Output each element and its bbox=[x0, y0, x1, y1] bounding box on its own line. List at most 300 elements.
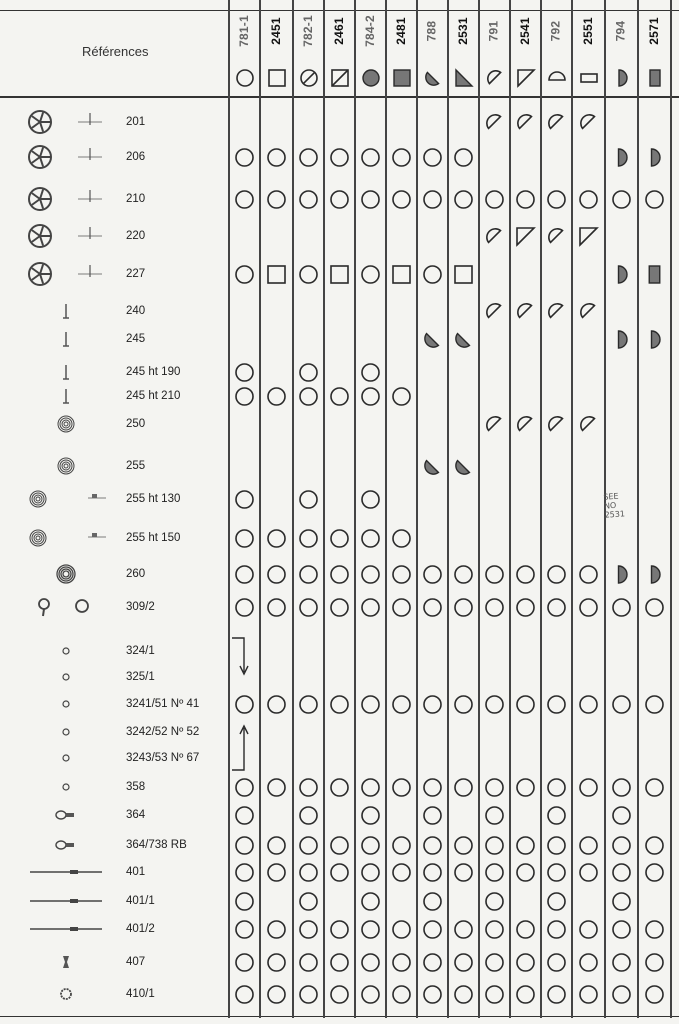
key-icon bbox=[26, 802, 106, 833]
stem-icon bbox=[26, 888, 106, 919]
compat-mark-circle-icon bbox=[546, 597, 567, 623]
compat-mark-circle-icon bbox=[422, 264, 443, 290]
spring-icon bbox=[26, 453, 106, 484]
column-divider bbox=[571, 0, 573, 1018]
compat-mark-circle-icon bbox=[266, 386, 287, 412]
compat-mark-circle-icon bbox=[298, 489, 319, 515]
compat-mark-square-icon bbox=[266, 264, 287, 290]
column-code-792: 792 bbox=[548, 20, 563, 42]
row-reference: 309/2 bbox=[126, 601, 155, 613]
compat-mark-circle-icon bbox=[298, 891, 319, 917]
compat-mark-circle-icon bbox=[484, 862, 505, 888]
compat-mark-half-diag-icon bbox=[515, 414, 536, 440]
compat-mark-circle-icon bbox=[391, 564, 412, 590]
compat-mark-circle-icon bbox=[422, 891, 443, 917]
compat-mark-circle-icon bbox=[360, 489, 381, 515]
column-divider bbox=[670, 0, 672, 1018]
compat-mark-circle-icon bbox=[484, 597, 505, 623]
handwritten-note: SEE NO 2531 bbox=[603, 491, 626, 520]
pinion-icon bbox=[26, 949, 106, 980]
compat-mark-circle-icon bbox=[234, 189, 255, 215]
wheel-icon bbox=[26, 144, 106, 175]
compat-mark-square-icon bbox=[453, 264, 474, 290]
column-symbol-circle-filled-icon bbox=[361, 68, 381, 93]
compat-mark-circle-icon bbox=[578, 952, 599, 978]
compat-mark-circle-icon bbox=[234, 564, 255, 590]
jewel-icon bbox=[26, 774, 106, 805]
compat-mark-circle-icon bbox=[298, 952, 319, 978]
compat-mark-circle-icon bbox=[329, 597, 350, 623]
compat-mark-circle-icon bbox=[484, 919, 505, 945]
pin-icon bbox=[26, 298, 106, 329]
column-code-781-1: 781-1 bbox=[236, 15, 251, 47]
row-reference: 401/2 bbox=[126, 923, 155, 935]
compat-mark-circle-icon bbox=[298, 919, 319, 945]
compat-mark-circle-icon bbox=[391, 528, 412, 554]
row-reference: 3242/52 Nº 52 bbox=[126, 726, 200, 738]
compat-mark-circle-icon bbox=[266, 984, 287, 1010]
compat-mark-circle-icon bbox=[644, 919, 665, 945]
compat-mark-square-icon bbox=[391, 264, 412, 290]
column-symbol-half-diag-icon bbox=[485, 68, 505, 93]
compat-mark-circle-icon bbox=[391, 597, 412, 623]
compat-mark-circle-icon bbox=[644, 952, 665, 978]
compat-mark-circle-icon bbox=[360, 528, 381, 554]
compat-mark-circle-icon bbox=[546, 189, 567, 215]
compat-mark-circle-icon bbox=[484, 984, 505, 1010]
balance-icon bbox=[26, 486, 106, 517]
column-divider bbox=[447, 0, 449, 1018]
compat-mark-circle-icon bbox=[266, 835, 287, 861]
crown-wheel-icon bbox=[26, 981, 106, 1012]
compat-mark-circle-icon bbox=[234, 386, 255, 412]
compat-mark-circle-icon bbox=[266, 694, 287, 720]
compat-mark-circle-icon bbox=[329, 147, 350, 173]
row-reference: 401 bbox=[126, 866, 146, 878]
compat-mark-circle-icon bbox=[422, 564, 443, 590]
column-code-784-2: 784-2 bbox=[362, 15, 377, 47]
compat-mark-half-diag-icon bbox=[578, 112, 599, 138]
compat-mark-circle-icon bbox=[422, 189, 443, 215]
compat-mark-circle-icon bbox=[234, 362, 255, 388]
column-symbol-triangle-icon bbox=[516, 68, 536, 93]
compat-mark-circle-icon bbox=[578, 835, 599, 861]
column-code-2451: 2451 bbox=[268, 17, 283, 45]
compat-mark-circle-icon bbox=[453, 564, 474, 590]
compat-mark-circle-icon bbox=[611, 777, 632, 803]
compat-mark-circle-icon bbox=[453, 919, 474, 945]
compat-mark-circle-icon bbox=[453, 952, 474, 978]
compat-mark-half-diag-icon bbox=[546, 301, 567, 327]
row-reference: 220 bbox=[126, 230, 146, 242]
compat-mark-circle-icon bbox=[298, 564, 319, 590]
compat-mark-circle-icon bbox=[611, 805, 632, 831]
compat-mark-half-diag-icon bbox=[515, 301, 536, 327]
compat-mark-circle-icon bbox=[644, 189, 665, 215]
compat-mark-circle-icon bbox=[453, 862, 474, 888]
compat-mark-circle-icon bbox=[298, 597, 319, 623]
compat-mark-circle-icon bbox=[546, 952, 567, 978]
compat-mark-circle-icon bbox=[611, 597, 632, 623]
range-bracket-arrows bbox=[228, 636, 258, 781]
compat-mark-circle-icon bbox=[611, 952, 632, 978]
compat-mark-circle-icon bbox=[453, 597, 474, 623]
compat-mark-circle-icon bbox=[578, 564, 599, 590]
compat-mark-circle-icon bbox=[578, 597, 599, 623]
compat-mark-circle-icon bbox=[329, 528, 350, 554]
compat-mark-circle-icon bbox=[298, 777, 319, 803]
compat-mark-circle-icon bbox=[329, 386, 350, 412]
compat-mark-circle-icon bbox=[484, 952, 505, 978]
jewel-icon bbox=[26, 691, 106, 722]
compat-mark-triangle-icon bbox=[578, 226, 599, 252]
column-symbol-square-slash-icon bbox=[330, 68, 350, 93]
compat-mark-circle-icon bbox=[266, 147, 287, 173]
compat-mark-circle-icon bbox=[546, 984, 567, 1010]
compat-mark-circle-icon bbox=[611, 984, 632, 1010]
compat-mark-circle-icon bbox=[422, 919, 443, 945]
row-reference: 255 ht 150 bbox=[126, 532, 181, 544]
compat-mark-circle-icon bbox=[644, 597, 665, 623]
column-symbol-triangle-filled-icon bbox=[454, 68, 474, 93]
compat-mark-circle-icon bbox=[611, 189, 632, 215]
column-divider bbox=[416, 0, 418, 1018]
compat-mark-triangle-icon bbox=[515, 226, 536, 252]
compat-mark-circle-icon bbox=[360, 264, 381, 290]
compat-mark-half-diag-icon bbox=[578, 301, 599, 327]
column-divider bbox=[637, 0, 639, 1018]
compat-mark-circle-icon bbox=[329, 835, 350, 861]
compat-mark-half-diag-icon bbox=[484, 301, 505, 327]
compat-mark-quarter-filled-icon bbox=[422, 456, 443, 482]
row-reference: 358 bbox=[126, 781, 146, 793]
compat-mark-circle-icon bbox=[329, 952, 350, 978]
compat-mark-circle-icon bbox=[234, 489, 255, 515]
stem-icon bbox=[26, 916, 106, 947]
compat-mark-square-icon bbox=[329, 264, 350, 290]
compat-mark-circle-icon bbox=[515, 835, 536, 861]
compat-mark-half-diag-icon bbox=[515, 112, 536, 138]
compat-mark-circle-icon bbox=[515, 919, 536, 945]
compat-mark-half-right-filled-icon bbox=[611, 564, 632, 590]
compat-mark-circle-icon bbox=[360, 891, 381, 917]
compat-mark-circle-icon bbox=[360, 386, 381, 412]
column-symbol-quarter-filled-icon bbox=[423, 68, 443, 93]
wheel-icon bbox=[26, 261, 106, 292]
compat-mark-circle-icon bbox=[391, 952, 412, 978]
compat-mark-circle-icon bbox=[515, 189, 536, 215]
column-code-2541: 2541 bbox=[517, 17, 532, 45]
grid-line-bottom bbox=[0, 1016, 679, 1017]
compat-mark-circle-icon bbox=[234, 835, 255, 861]
column-symbol-rect-icon bbox=[579, 68, 599, 93]
row-reference: 260 bbox=[126, 568, 146, 580]
compat-mark-half-diag-icon bbox=[484, 226, 505, 252]
compat-mark-circle-icon bbox=[391, 189, 412, 215]
compat-mark-half-right-filled-icon bbox=[644, 147, 665, 173]
pin-icon bbox=[26, 383, 106, 414]
row-reference: 324/1 bbox=[126, 645, 155, 657]
grid-line-header-bottom bbox=[0, 96, 679, 98]
compat-mark-circle-icon bbox=[611, 835, 632, 861]
row-reference: 201 bbox=[126, 116, 146, 128]
column-code-782-1: 782-1 bbox=[300, 15, 315, 47]
compat-mark-circle-icon bbox=[234, 805, 255, 831]
column-code-2551: 2551 bbox=[580, 17, 595, 45]
compat-mark-circle-icon bbox=[266, 597, 287, 623]
column-divider bbox=[540, 0, 542, 1018]
compat-mark-circle-icon bbox=[391, 984, 412, 1010]
compat-mark-circle-icon bbox=[484, 189, 505, 215]
row-reference: 245 ht 210 bbox=[126, 390, 181, 402]
compat-mark-circle-icon bbox=[546, 777, 567, 803]
clip-icon bbox=[26, 594, 106, 625]
compat-mark-circle-icon bbox=[360, 777, 381, 803]
compat-mark-circle-icon bbox=[515, 564, 536, 590]
compat-mark-circle-icon bbox=[298, 362, 319, 388]
compat-mark-circle-icon bbox=[391, 694, 412, 720]
compat-mark-circle-icon bbox=[578, 694, 599, 720]
compat-mark-circle-icon bbox=[266, 919, 287, 945]
balance-icon bbox=[26, 525, 106, 556]
compat-mark-circle-icon bbox=[360, 862, 381, 888]
spring-icon bbox=[26, 411, 106, 442]
compat-mark-half-right-filled-icon bbox=[611, 264, 632, 290]
compat-mark-circle-icon bbox=[234, 528, 255, 554]
compat-mark-half-right-filled-icon bbox=[644, 564, 665, 590]
compat-mark-circle-icon bbox=[644, 694, 665, 720]
compat-mark-circle-icon bbox=[484, 777, 505, 803]
compat-mark-half-right-filled-icon bbox=[611, 147, 632, 173]
column-divider bbox=[354, 0, 356, 1018]
compat-mark-circle-icon bbox=[329, 777, 350, 803]
column-divider bbox=[292, 0, 294, 1018]
compat-mark-circle-icon bbox=[515, 862, 536, 888]
row-reference: 364/738 RB bbox=[126, 839, 187, 851]
compat-mark-circle-icon bbox=[298, 805, 319, 831]
compat-mark-circle-icon bbox=[453, 694, 474, 720]
row-reference: 407 bbox=[126, 956, 146, 968]
row-reference: 206 bbox=[126, 151, 146, 163]
compat-mark-quarter-filled-icon bbox=[422, 329, 443, 355]
compat-mark-circle-icon bbox=[546, 919, 567, 945]
column-divider bbox=[228, 0, 230, 1018]
column-code-794: 794 bbox=[613, 20, 628, 42]
column-code-2571: 2571 bbox=[646, 17, 661, 45]
compat-mark-circle-icon bbox=[611, 891, 632, 917]
balance-wheel-icon bbox=[26, 561, 106, 592]
compat-mark-circle-icon bbox=[234, 597, 255, 623]
compat-mark-half-right-filled-icon bbox=[644, 329, 665, 355]
row-reference: 364 bbox=[126, 809, 146, 821]
compat-mark-circle-icon bbox=[578, 777, 599, 803]
compat-mark-circle-icon bbox=[515, 694, 536, 720]
row-reference: 245 ht 190 bbox=[126, 366, 181, 378]
compat-mark-circle-icon bbox=[329, 564, 350, 590]
compat-mark-quarter-filled-icon bbox=[453, 329, 474, 355]
compat-mark-circle-icon bbox=[298, 528, 319, 554]
compat-mark-circle-icon bbox=[484, 694, 505, 720]
references-title: Références bbox=[82, 44, 149, 59]
compat-mark-circle-icon bbox=[515, 984, 536, 1010]
column-symbol-circle-icon bbox=[235, 68, 255, 93]
wheel-icon bbox=[26, 109, 106, 140]
compat-mark-circle-icon bbox=[578, 984, 599, 1010]
row-reference: 401/1 bbox=[126, 895, 155, 907]
compat-mark-circle-icon bbox=[391, 777, 412, 803]
compat-mark-circle-icon bbox=[453, 984, 474, 1010]
compat-mark-circle-icon bbox=[644, 984, 665, 1010]
compat-mark-circle-icon bbox=[298, 984, 319, 1010]
compat-mark-circle-icon bbox=[298, 862, 319, 888]
compat-mark-circle-icon bbox=[644, 862, 665, 888]
compat-mark-circle-icon bbox=[422, 597, 443, 623]
row-reference: 240 bbox=[126, 305, 146, 317]
compat-mark-circle-icon bbox=[360, 597, 381, 623]
compat-mark-circle-icon bbox=[422, 862, 443, 888]
compat-mark-circle-icon bbox=[360, 805, 381, 831]
column-code-788: 788 bbox=[424, 20, 439, 42]
wheel-icon bbox=[26, 186, 106, 217]
column-code-2461: 2461 bbox=[331, 17, 346, 45]
compat-mark-circle-icon bbox=[546, 835, 567, 861]
compat-mark-circle-icon bbox=[234, 264, 255, 290]
compat-mark-circle-icon bbox=[578, 919, 599, 945]
compat-mark-circle-icon bbox=[611, 862, 632, 888]
row-reference: 3241/51 Nº 41 bbox=[126, 698, 200, 710]
compat-mark-quarter-filled-icon bbox=[453, 456, 474, 482]
compat-mark-circle-icon bbox=[422, 984, 443, 1010]
row-reference: 255 ht 130 bbox=[126, 493, 181, 505]
row-reference: 210 bbox=[126, 193, 146, 205]
row-reference: 3243/53 Nº 67 bbox=[126, 752, 200, 764]
compat-mark-circle-icon bbox=[329, 189, 350, 215]
compat-mark-circle-icon bbox=[515, 952, 536, 978]
column-symbol-half-top-icon bbox=[547, 68, 567, 93]
compat-mark-circle-icon bbox=[298, 386, 319, 412]
compat-mark-half-diag-icon bbox=[484, 112, 505, 138]
row-reference: 255 bbox=[126, 460, 146, 472]
row-reference: 245 bbox=[126, 333, 146, 345]
column-code-2531: 2531 bbox=[455, 17, 470, 45]
compat-mark-circle-icon bbox=[298, 835, 319, 861]
compat-mark-circle-icon bbox=[298, 264, 319, 290]
compat-mark-circle-icon bbox=[546, 564, 567, 590]
compat-mark-circle-icon bbox=[391, 862, 412, 888]
compat-mark-half-diag-icon bbox=[484, 414, 505, 440]
column-symbol-half-right-filled-icon bbox=[612, 68, 632, 93]
compat-mark-circle-icon bbox=[360, 835, 381, 861]
compat-mark-circle-icon bbox=[453, 189, 474, 215]
compat-mark-circle-icon bbox=[546, 694, 567, 720]
column-symbol-square-filled-icon bbox=[392, 68, 412, 93]
compat-mark-circle-icon bbox=[515, 597, 536, 623]
compat-mark-circle-icon bbox=[360, 919, 381, 945]
compat-mark-circle-icon bbox=[422, 835, 443, 861]
compat-mark-circle-icon bbox=[266, 952, 287, 978]
compat-mark-circle-icon bbox=[360, 189, 381, 215]
compat-mark-circle-icon bbox=[422, 952, 443, 978]
compat-mark-circle-icon bbox=[234, 984, 255, 1010]
compat-mark-circle-icon bbox=[391, 835, 412, 861]
compat-mark-circle-icon bbox=[234, 891, 255, 917]
compat-mark-rect-filled-icon bbox=[644, 264, 665, 290]
compat-mark-circle-icon bbox=[329, 919, 350, 945]
compat-mark-circle-icon bbox=[546, 891, 567, 917]
compat-mark-circle-icon bbox=[515, 777, 536, 803]
compat-mark-circle-icon bbox=[234, 952, 255, 978]
compat-mark-circle-icon bbox=[266, 777, 287, 803]
compat-mark-circle-icon bbox=[546, 862, 567, 888]
compat-mark-circle-icon bbox=[422, 147, 443, 173]
compat-mark-circle-icon bbox=[453, 835, 474, 861]
compat-mark-circle-icon bbox=[360, 147, 381, 173]
column-divider bbox=[385, 0, 387, 1018]
compat-mark-circle-icon bbox=[298, 189, 319, 215]
stem-icon bbox=[26, 859, 106, 890]
compat-mark-circle-icon bbox=[266, 564, 287, 590]
compat-mark-half-diag-icon bbox=[546, 226, 567, 252]
compat-mark-circle-icon bbox=[422, 777, 443, 803]
compat-mark-circle-icon bbox=[546, 805, 567, 831]
compat-mark-circle-icon bbox=[298, 694, 319, 720]
compat-mark-circle-icon bbox=[484, 835, 505, 861]
compat-mark-half-right-filled-icon bbox=[611, 329, 632, 355]
compat-mark-circle-icon bbox=[329, 984, 350, 1010]
compat-mark-half-diag-icon bbox=[546, 112, 567, 138]
column-symbol-square-icon bbox=[267, 68, 287, 93]
compat-mark-circle-icon bbox=[234, 147, 255, 173]
column-divider bbox=[259, 0, 261, 1018]
jewel-icon bbox=[26, 745, 106, 776]
compat-mark-circle-icon bbox=[644, 777, 665, 803]
column-code-791: 791 bbox=[486, 20, 501, 42]
compat-mark-circle-icon bbox=[360, 564, 381, 590]
compat-mark-circle-icon bbox=[484, 805, 505, 831]
compat-mark-circle-icon bbox=[360, 694, 381, 720]
compat-mark-circle-icon bbox=[422, 805, 443, 831]
column-symbol-rect-filled-icon bbox=[645, 68, 665, 93]
pin-icon bbox=[26, 326, 106, 357]
compat-mark-half-diag-icon bbox=[546, 414, 567, 440]
compat-mark-circle-icon bbox=[266, 189, 287, 215]
row-reference: 250 bbox=[126, 418, 146, 430]
compat-mark-circle-icon bbox=[234, 919, 255, 945]
compat-mark-circle-icon bbox=[611, 694, 632, 720]
compat-mark-circle-icon bbox=[391, 147, 412, 173]
compat-mark-circle-icon bbox=[578, 862, 599, 888]
column-code-2481: 2481 bbox=[393, 17, 408, 45]
compat-mark-circle-icon bbox=[360, 952, 381, 978]
column-divider bbox=[509, 0, 511, 1018]
compat-mark-circle-icon bbox=[422, 694, 443, 720]
compat-mark-circle-icon bbox=[453, 147, 474, 173]
compat-mark-circle-icon bbox=[484, 891, 505, 917]
column-divider bbox=[478, 0, 480, 1018]
column-divider bbox=[323, 0, 325, 1018]
compat-mark-circle-icon bbox=[329, 694, 350, 720]
compat-mark-circle-icon bbox=[298, 147, 319, 173]
compat-mark-circle-icon bbox=[484, 564, 505, 590]
compat-mark-circle-icon bbox=[644, 835, 665, 861]
wheel-icon bbox=[26, 223, 106, 254]
compat-mark-half-diag-icon bbox=[578, 414, 599, 440]
row-reference: 325/1 bbox=[126, 671, 155, 683]
compat-mark-circle-icon bbox=[360, 362, 381, 388]
compat-mark-circle-icon bbox=[453, 777, 474, 803]
compat-mark-circle-icon bbox=[234, 862, 255, 888]
compat-mark-circle-icon bbox=[266, 528, 287, 554]
